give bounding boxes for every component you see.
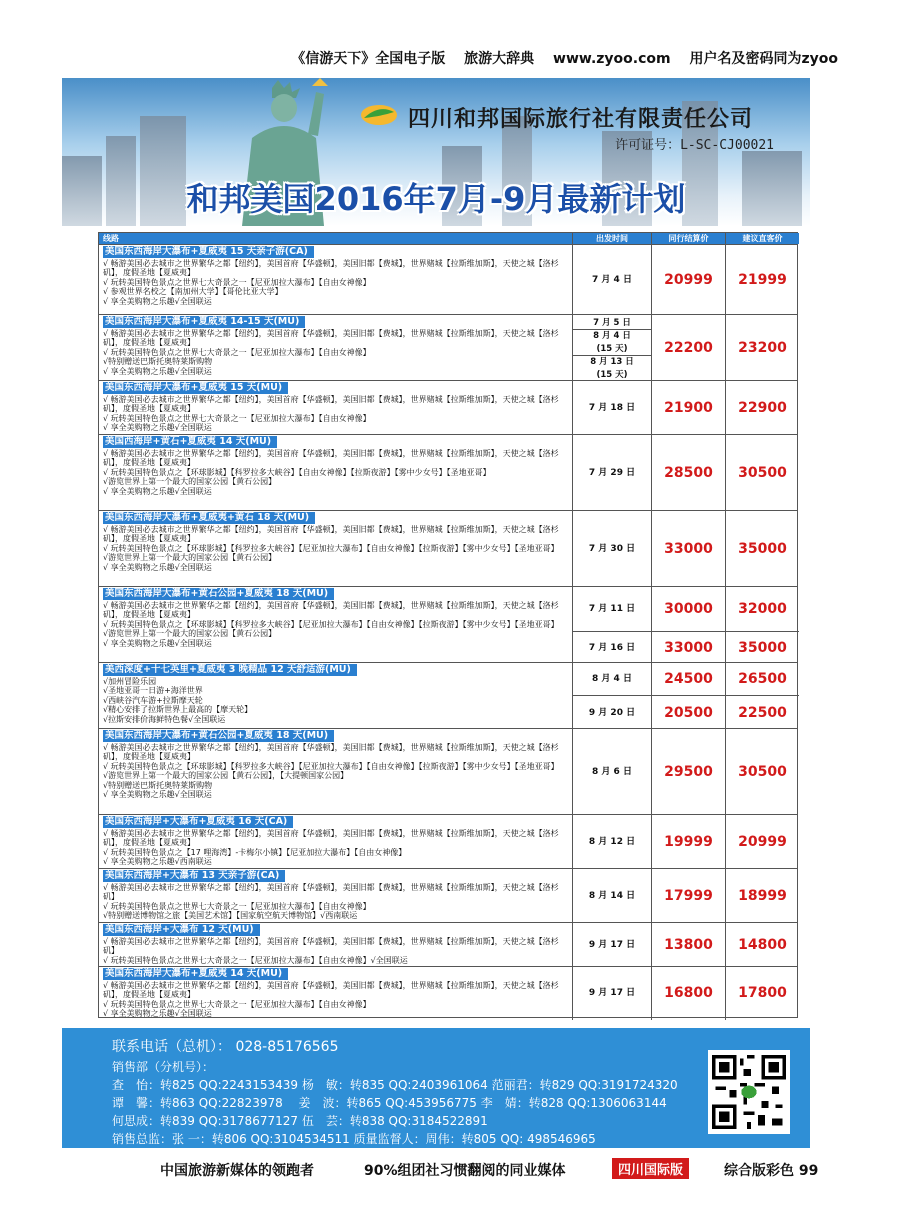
departure-date: 8 月 4 日: [573, 329, 651, 342]
departure-date: 8 月 6 日: [572, 729, 651, 815]
route-description: [103, 664, 571, 724]
route-title: 美国东西海岸大瀑布+夏威夷+黄石 18 天(MU): [103, 512, 315, 524]
departure-date: 7 月 5 日: [593, 318, 631, 328]
departure-date: (15 天): [596, 343, 628, 354]
license-number: 许可证号：L-SC-CJ00021: [615, 138, 774, 153]
page-label: 综合版彩色 99: [724, 1163, 819, 1179]
route-title: 美国西海岸+黄石+夏威夷 14 天(MU): [103, 436, 277, 448]
site-url[interactable]: www.zyoo.com: [553, 51, 671, 67]
retail-price: 32000: [725, 587, 799, 631]
route-itinerary: √ 畅游美国必去城市之世界繁华之都【纽约】，美国首府【华盛顿】，美国旧都【费城】，世界赌城【拉斯维加斯】，天使之城【洛杉矶】，度假圣地【夏威夷】 √ 玩转美国特色景点之【环球影城】【科罗拉多大峡谷】【尼亚加拉大瀑布】【自由女神像】【拉斯夜游】【雾中少女号】【圣地亚哥】 √游览世界上第一个最大的国家公园【黄石公园】，【大提顿国家公园】 √特别赠送巴斯托奥特莱斯购物 √ 享全美购物之乐趣√全国联运: [103, 743, 559, 800]
retail-price: 35000: [725, 511, 799, 587]
route-description: [103, 382, 571, 433]
route-itinerary: √ 畅游美国必去城市之世界繁华之都【纽约】，美国首府【华盛顿】，美国旧都【费城】，世界赌城【拉斯维加斯】，天使之城【洛杉矶】，度假圣地【夏威夷】 √ 玩转美国特色景点之【17 哩海湾】-卡梅尔小镇】【尼亚加拉大瀑布】【自由女神像】 √ 享全美购物之乐趣√西南联运: [103, 829, 559, 867]
table-row: [99, 244, 797, 314]
contact-line: 查 怡：转825 QQ:2243153439 杨 敏：转835 QQ:2403961064 范丽君：转829 QQ:3191724320: [112, 1078, 678, 1092]
route-itinerary: √加州冒险乐园 √圣地亚哥一日游+海洋世界 √西峡谷汽车游+拉斯摩天轮 √精心安排了拉斯世界上最高的【摩天轮】 √拉斯安排价海鲜特色餐√全国联运: [103, 677, 253, 724]
peer-price: 33000: [651, 511, 725, 587]
retail-price: 22900: [725, 381, 799, 435]
retail-price: 18999: [725, 869, 799, 923]
table-row: [99, 922, 797, 966]
company-name: 四川和邦国际旅行社有限责任公司: [408, 107, 754, 132]
sales-dept-label: 销售部（分机号）：: [112, 1060, 215, 1074]
route-title: 美国东西海岸大瀑布+夏威夷 15 天亲子游(CA): [103, 246, 314, 258]
hotline: 联系电话（总机）： 028-85176565: [112, 1039, 339, 1055]
dictionary-name: 旅游大辞典: [464, 51, 535, 67]
route-description: [103, 588, 571, 648]
route-itinerary: √ 畅游美国必去城市之世界繁华之都【纽约】，美国首府【华盛顿】，美国旧都【费城】，世界赌城【拉斯维加斯】，天使之城【洛杉矶】，度假圣地【夏威夷】 √ 玩转美国特色景点之【环球影城】【科罗拉多大峡谷】【尼亚加拉大瀑布】【自由女神像】【拉斯夜游】【雾中少女号】【圣地亚哥】 √游览世界上第一个最大的国家公园【黄石公园】 √ 享全美购物之乐趣√全国联运: [103, 525, 559, 572]
price-table: [98, 232, 798, 1018]
route-title: 美国东西海岸大瀑布+黄石公园+夏威夷 18 天(MU): [103, 588, 334, 600]
departure-date: 8 月 4 日: [572, 663, 651, 695]
peer-price: 29500: [651, 729, 725, 815]
peer-price: 19999: [651, 815, 725, 869]
peer-price: 17999: [651, 869, 725, 923]
contact-line: 销售总监：张 一：转806 QQ:3104534511 质量监督人：周伟：转805 QQ: 498546965: [112, 1132, 596, 1146]
departure-date: 8 月 14 日: [572, 869, 651, 923]
departure-date: 7 月 11 日: [572, 587, 651, 631]
route-description: [103, 816, 571, 867]
peer-price: 20999: [651, 245, 725, 315]
route-description: [103, 512, 571, 572]
route-title: 美国东西海岸大瀑布+夏威夷 15 天(MU): [103, 382, 288, 394]
departure-date: 9 月 20 日: [572, 695, 651, 729]
table-row: [99, 966, 797, 1019]
route-itinerary: √ 畅游美国必去城市之世界繁华之都【纽约】，美国首府【华盛顿】，美国旧都【费城】，世界赌城【拉斯维加斯】，天使之城【洛杉矶】，度假圣地【夏威夷】 √ 玩转美国特色景点之【环球影城】【科罗拉多大峡谷】【自由女神像】【拉斯夜游】【雾中少女号】【圣地亚哥】 √游览世界上第一个最大的国家公园【黄石公园】 √ 享全美购物之乐趣√全国联运: [103, 449, 559, 496]
departure-date: 8 月 12 日: [572, 815, 651, 869]
route-title: 美国东西海岸+大瀑布+夏威夷 16 天(CA): [103, 816, 293, 828]
page-title: 和邦美国2016年7月-9月最新计划: [186, 180, 686, 218]
table-row: [99, 814, 797, 868]
route-title: 美国东西海岸大瀑布+夏威夷 14 天(MU): [103, 968, 288, 980]
departure-date: 7 月 16 日: [572, 631, 651, 663]
route-itinerary: √ 畅游美国必去城市之世界繁华之都【纽约】，美国首府【华盛顿】，美国旧都【费城】，世界赌城【拉斯维加斯】，天使之城【洛杉矶】，度假圣地【夏威夷】 √ 玩转美国特色景点之世界七大奇景之一【尼亚加拉大瀑布】【自由女神像】 √ 享全美购物之乐趣√全国联运: [103, 981, 559, 1019]
slogan-2: 90%组团社习惯翻阅的同业媒体: [364, 1163, 566, 1179]
departure-date: 7 月 30 日: [572, 511, 651, 587]
route-itinerary: √ 畅游美国必去城市之世界繁华之都【纽约】，美国首府【华盛顿】，美国旧都【费城】，世界赌城【拉斯维加斯】，天使之城【洛杉矶】 √ 玩转美国特色景点之世界七大奇景之一【尼亚加拉大瀑布】【自由女神像】√全国联运: [103, 937, 559, 965]
retail-price: 35000: [725, 631, 799, 663]
route-title: 美西深度+十七英里+夏威夷 3 晚精品 12 天舒适游(MU): [103, 664, 357, 676]
peer-price: 20500: [651, 695, 725, 729]
table-row: [99, 510, 797, 586]
retail-price: 20999: [725, 815, 799, 869]
route-itinerary: √ 畅游美国必去城市之世界繁华之都【纽约】，美国首府【华盛顿】，美国旧都【费城】，世界赌城【拉斯维加斯】，天使之城【洛杉矶】，度假圣地【夏威夷】 √ 玩转美国特色景点之世界七大奇景之一【尼亚加拉大瀑布】【自由女神像】 √ 享全美购物之乐趣√全国联运: [103, 395, 559, 433]
table-row: [99, 728, 797, 814]
table-row: [99, 868, 797, 922]
peer-price: 16800: [651, 967, 725, 1020]
top-bar: [0, 48, 900, 68]
header-peer-price: 同行结算价: [651, 233, 725, 244]
route-description: [103, 730, 571, 799]
publication-name: 《信游天下》全国电子版: [291, 51, 446, 67]
route-description: [103, 924, 571, 965]
departure-date: 7 月 4 日: [572, 245, 651, 315]
route-title: 美国东西海岸大瀑布+黄石公园+夏威夷 18 天(MU): [103, 730, 334, 742]
qr-code-icon: [712, 1054, 786, 1130]
retail-price: 23200: [725, 315, 799, 381]
retail-price: 30500: [725, 435, 799, 511]
table-row: [99, 380, 797, 434]
route-title: 美国东西海岸+大瀑布 13 天亲子游(CA): [103, 870, 285, 882]
qr-code[interactable]: [708, 1050, 790, 1134]
route-description: [103, 870, 571, 921]
route-description: [103, 436, 571, 496]
retail-price: 26500: [725, 663, 799, 695]
route-itinerary: √ 畅游美国必去城市之世界繁华之都【纽约】，美国首府【华盛顿】，美国旧都【费城】，世界赌城【拉斯维加斯】，天使之城【洛杉矶】，度假圣地【夏威夷】 √ 玩转美国特色景点之世界七大奇景之一【尼亚加拉大瀑布】【自由女神像】 √特别赠送巴斯托奥特莱斯购物 √ 享全美购物之乐趣√全国联运: [103, 329, 559, 376]
route-itinerary: √ 畅游美国必去城市之世界繁华之都【纽约】，美国首府【华盛顿】，美国旧都【费城】，世界赌城【拉斯维加斯】，天使之城【洛杉矶】 √ 玩转美国特色景点之世界七大奇景之一【尼亚加拉大瀑布】【自由女神像】 √特别赠送博物馆之旅【美国艺术馆】【国家航空航天博物馆】√西南联运: [103, 883, 559, 921]
login-note: 用户名及密码同为zyoo: [689, 51, 838, 67]
table-row: [99, 662, 797, 728]
retail-price: 22500: [725, 695, 799, 729]
peer-price: 24500: [651, 663, 725, 695]
departure-date: 9 月 17 日: [572, 923, 651, 967]
route-itinerary: √ 畅游美国必去城市之世界繁华之都【纽约】，美国首府【华盛顿】，美国旧都【费城】，世界赌城【拉斯维加斯】，天使之城【洛杉矶】，度假圣地【夏威夷】 √ 玩转美国特色景点之世界七大奇景之一【尼亚加拉大瀑布】【自由女神像】 √ 参观世界名校之【南加州大学】【哥伦比亚大学】 √ 享全美购物之乐趣√全国联运: [103, 259, 559, 306]
edition-badge: 四川国际版: [612, 1158, 689, 1179]
retail-price: 17800: [725, 967, 799, 1020]
departure-date: 7 月 29 日: [572, 435, 651, 511]
route-description: [103, 968, 571, 1019]
peer-price: 22200: [651, 315, 725, 381]
contact-line: 何思成：转839 QQ:3178677127 伍 芸：转838 QQ:3184522891: [112, 1114, 488, 1128]
slogan-1: 中国旅游新媒体的领跑者: [160, 1163, 314, 1179]
route-itinerary: √ 畅游美国必去城市之世界繁华之都【纽约】，美国首府【华盛顿】，美国旧都【费城】，世界赌城【拉斯维加斯】，天使之城【洛杉矶】，度假圣地【夏威夷】 √ 玩转美国特色景点之【环球影城】【科罗拉多大峡谷】【尼亚加拉大瀑布】【自由女神像】【拉斯夜游】【雾中少女号】【圣地亚哥】 √游览世界上第一个最大的国家公园【黄石公园】 √ 享全美购物之乐趣√全国联运: [103, 601, 559, 648]
departure-date-list: [572, 315, 651, 381]
departure-date: 9 月 17 日: [572, 967, 651, 1020]
header-route: 线路: [99, 233, 572, 244]
retail-price: 21999: [725, 245, 799, 315]
peer-price: 30000: [651, 587, 725, 631]
peer-price: 21900: [651, 381, 725, 435]
peer-price: 28500: [651, 435, 725, 511]
header-retail-price: 建议直客价: [725, 233, 799, 244]
departure-date: (15 天): [596, 369, 628, 380]
table-header: [99, 233, 797, 244]
table-row: [99, 314, 797, 380]
route-title: 美国东西海岸大瀑布+夏威夷 14-15 天(MU): [103, 316, 305, 328]
peer-price: 33000: [651, 631, 725, 663]
retail-price: 30500: [725, 729, 799, 815]
header-date: 出发时间: [572, 233, 651, 244]
contact-line: 谭 馨：转863 QQ:22823978 姜 波：转865 QQ:453956775 李 婧：转828 QQ:1306063144: [112, 1096, 667, 1110]
header-banner: [62, 78, 810, 226]
route-description: [103, 316, 571, 376]
peer-price: 13800: [651, 923, 725, 967]
contact-footer: [62, 1028, 810, 1148]
table-row: [99, 586, 797, 662]
table-row: [99, 434, 797, 510]
departure-date: 7 月 18 日: [572, 381, 651, 435]
departure-date: 8 月 13 日: [573, 355, 651, 368]
retail-price: 14800: [725, 923, 799, 967]
route-title: 美国东西海岸+大瀑布 12 天(MU): [103, 924, 260, 936]
company-logo-icon: [360, 102, 398, 128]
route-description: [103, 246, 571, 306]
